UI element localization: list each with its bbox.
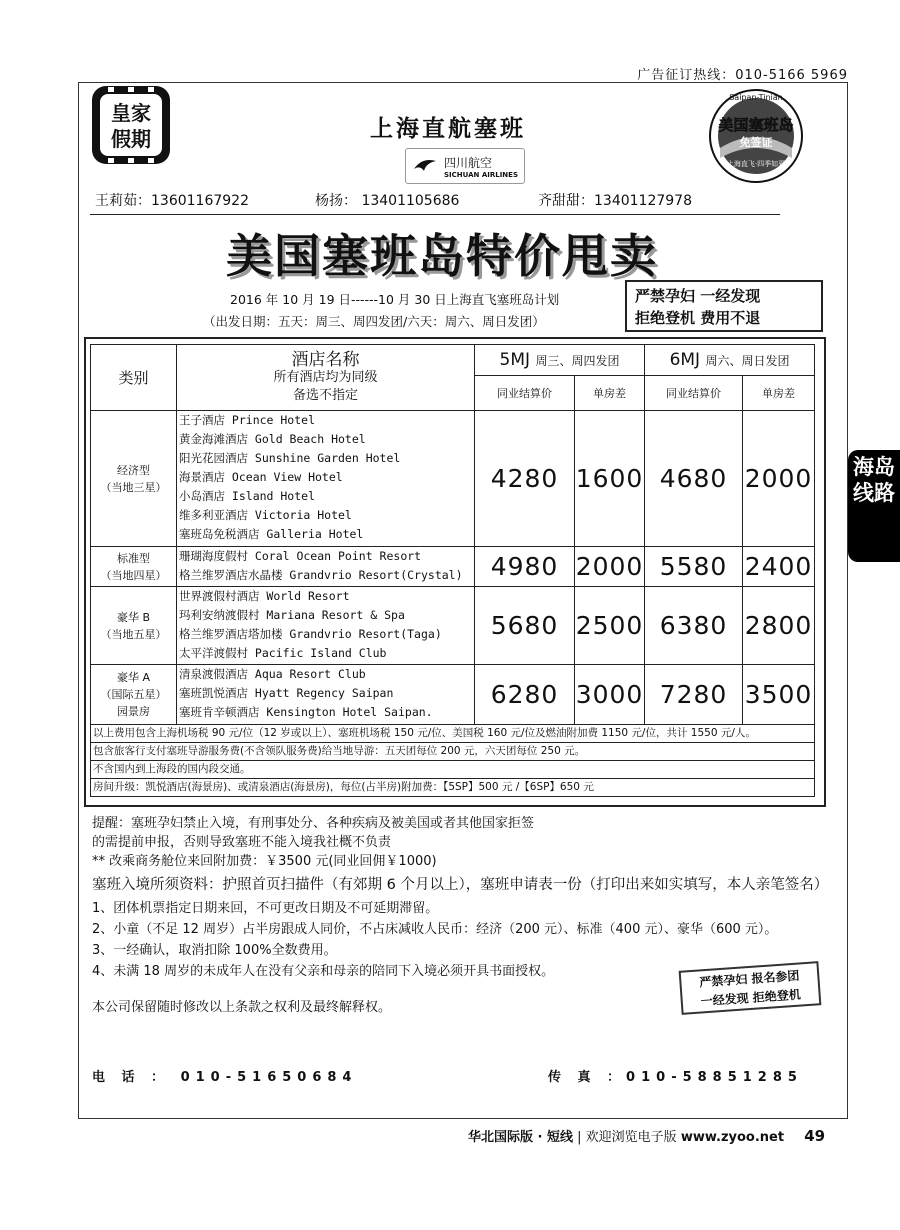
airline-name-zh: 四川航空 [444,155,493,170]
main-title: 美国塞班岛特价甩卖 [226,229,658,283]
category-standard: 标准型 （当地四星） [91,547,177,587]
website-link[interactable]: www.zyoo.net [680,1130,785,1145]
note-guide-fee: 包含旅客行支付塞班导游服务费(不含领队服务费)给当地导游：五天团每位 200 元，六天团每位 250 元。 [91,743,815,761]
warning-line2: 拒绝登机 费用不退 [635,309,761,327]
single-6mj: 2000 [743,411,815,547]
sub-price-5: 同业结算价 [475,376,575,411]
hotels-luxury-a: 清泉渡假酒店 Aqua Resort Club 塞班凯悦酒店 Hyatt Regency Saipan 塞班肯辛顿酒店 Kensington Hotel Saipan. [177,665,475,725]
sub-single-5: 单房差 [575,376,645,411]
list-item: 4、未满 18 周岁的未成年人在没有父亲和母亲的陪同下入境必须开具书面授权。 [92,964,555,979]
header-category: 类别 [91,345,177,411]
departure-days: （出发日期：五天：周三、周四发团/六天：周六、周日发团） [203,314,545,329]
list-item: 1、团体机票指定日期来回，不可更改日期及不可延期滞留。 [92,901,439,916]
header-hotel-sub2: 备选不指定 [292,387,358,403]
royal-holiday-logo [90,84,172,166]
single-6mj: 2400 [743,547,815,587]
airline-name-en: SICHUAN AIRLINES [444,170,518,179]
price-5mj: 5680 [475,587,575,665]
saipan-visa-free-logo [700,86,812,186]
header-hotel [177,345,475,411]
table-row [91,411,815,547]
header-hotel-sub1: 所有酒店均为同级 [273,369,378,385]
contact-wang: 王莉茹：13601167922 [95,193,249,209]
table-row [91,547,815,587]
edition-label: 华北国际版 · 短线 [468,1130,573,1145]
single-5mj: 2000 [575,547,645,587]
sub-single-6: 单房差 [743,376,815,411]
price-6mj: 6380 [645,587,743,665]
entry-requirements: 塞班入境所须资料：护照首页扫描件（有郊期 6 个月以上），塞班申请表一份（打印出来如实填写，本人亲笔签名） [92,877,829,893]
note-upgrade: 房间升级：凯悦酒店(海景房)、或清泉酒店(海景房)，每位(占半房)附加费：【5SP】500 元 /【6SP】650 元 [91,779,815,797]
hotels-economy: 王子酒店 Prince Hotel 黄金海滩酒店 Gold Beach Hotel 阳光花园酒店 Sunshine Garden Hotel 海景酒店 Ocean View Hotel 小岛酒店 Island Hotel 维多利亚酒店 Victoria Hotel 塞班岛免税酒店 Galleria Hotel [177,411,475,547]
contact-qi: 齐甜甜：13401127978 [538,193,692,209]
warning-line1: 严禁孕妇 一经发现 [635,287,761,305]
sichuan-airlines-logo [405,148,525,184]
single-5mj: 3000 [575,665,645,725]
warning-stamp: 严禁孕妇 报名参团 一经发现 拒绝登机 [679,961,822,1015]
page-footer [468,1126,825,1145]
reserve-rights: 本公司保留随时修改以上条款之权利及最终解释权。 [92,1000,392,1015]
reminder-line2: 的需提前申报，否则导致塞班不能入境我社概不负责 [92,835,392,850]
table-row [91,665,815,725]
group2-code: 6MJ [669,350,701,370]
header-hotel-title: 酒店名称 [291,349,360,370]
category-economy: 经济型 （当地三星） [91,411,177,547]
header-group-5mj [475,345,645,376]
hotels-standard: 珊瑚海度假村 Coral Ocean Point Resort 格兰维罗酒店水晶楼 Grandvrio Resort(Crystal) [177,547,475,587]
footer-separator: | [577,1130,582,1145]
fax-number: 传 真 ：010-58851285 [548,1070,803,1085]
price-6mj: 7280 [645,665,743,725]
page-number: 49 [804,1127,826,1145]
header-group-6mj [645,345,815,376]
single-5mj: 1600 [575,411,645,547]
reminder-line1: 提醒：塞班孕妇禁止入境，有刑事处分、各种疾病及被美国或者其他国家拒签 [92,816,535,831]
route-title: 上海直航塞班 [370,115,526,142]
category-luxury-b: 豪华 B （当地五星） [91,587,177,665]
single-6mj: 3500 [743,665,815,725]
logo-left-line1: 皇家 [111,101,151,125]
list-item: 3、一经确认，取消扣除 100%全数费用。 [92,943,337,958]
welcome-text: 欢迎浏览电子版 [585,1130,677,1145]
price-6mj: 4680 [645,411,743,547]
single-6mj: 2800 [743,587,815,665]
table-row [91,587,815,665]
logo-left-line2: 假期 [111,127,151,151]
price-6mj: 5580 [645,547,743,587]
logo-right-top: Saipan-Tinian [729,93,783,102]
phone-number: 电 话 ： 010-51650684 [92,1070,358,1085]
plan-line: 2016 年 10 月 19 日------10 月 30 日上海直飞塞班岛计划 [230,292,560,307]
logo-right-sub: 免签证 [739,136,773,149]
note-domestic: 不含国内到上海段的国内段交通。 [91,761,815,779]
price-5mj: 6280 [475,665,575,725]
price-5mj: 4280 [475,411,575,547]
list-item: 2、小童（不足 12 周岁）占半房跟成人同价，不占床减收人民币：经济（200 元）、标准（400 元）、豪华（600 元）。 [92,922,778,937]
category-luxury-a: 豪华 A （国际五星） 园景房 [91,665,177,725]
ad-hotline: 广告征订热线：010-5166 5969 [637,68,848,83]
price-table [90,344,815,797]
group1-days: 周三、周四发团 [535,354,620,368]
contact-yang: 杨扬： 13401105686 [315,193,460,209]
single-5mj: 2500 [575,587,645,665]
note-taxes: 以上费用包含上海机场税 90 元/位（12 岁或以上）、塞班机场税 150 元/位、美国税 160 元/位及燃油附加费 1150 元/位，共计 1550 元/人。 [91,725,815,743]
section-tab-island-routes: 海岛 线路 [848,450,900,562]
price-5mj: 4980 [475,547,575,587]
airline-bird-icon [412,155,438,177]
business-upgrade: ** 改乘商务舱位来回附加费：￥3500 元(同业回佣￥1000) [92,854,437,869]
group2-days: 周六、周日发团 [705,354,790,368]
header-divider [90,214,780,215]
hotels-luxury-b: 世界渡假村酒店 World Resort 玛利安纳渡假村 Mariana Resort & Spa 格兰维罗酒店塔加楼 Grandvrio Resort(Taga) 太平洋渡假村 Pacific Island Club [177,587,475,665]
logo-right-bottom: 上海直飞·四季如夏 [726,160,786,168]
sub-price-6: 同业结算价 [645,376,743,411]
group1-code: 5MJ [499,350,531,370]
logo-right-main: 美国塞班岛 [718,116,794,134]
pregnancy-warning [625,280,823,332]
